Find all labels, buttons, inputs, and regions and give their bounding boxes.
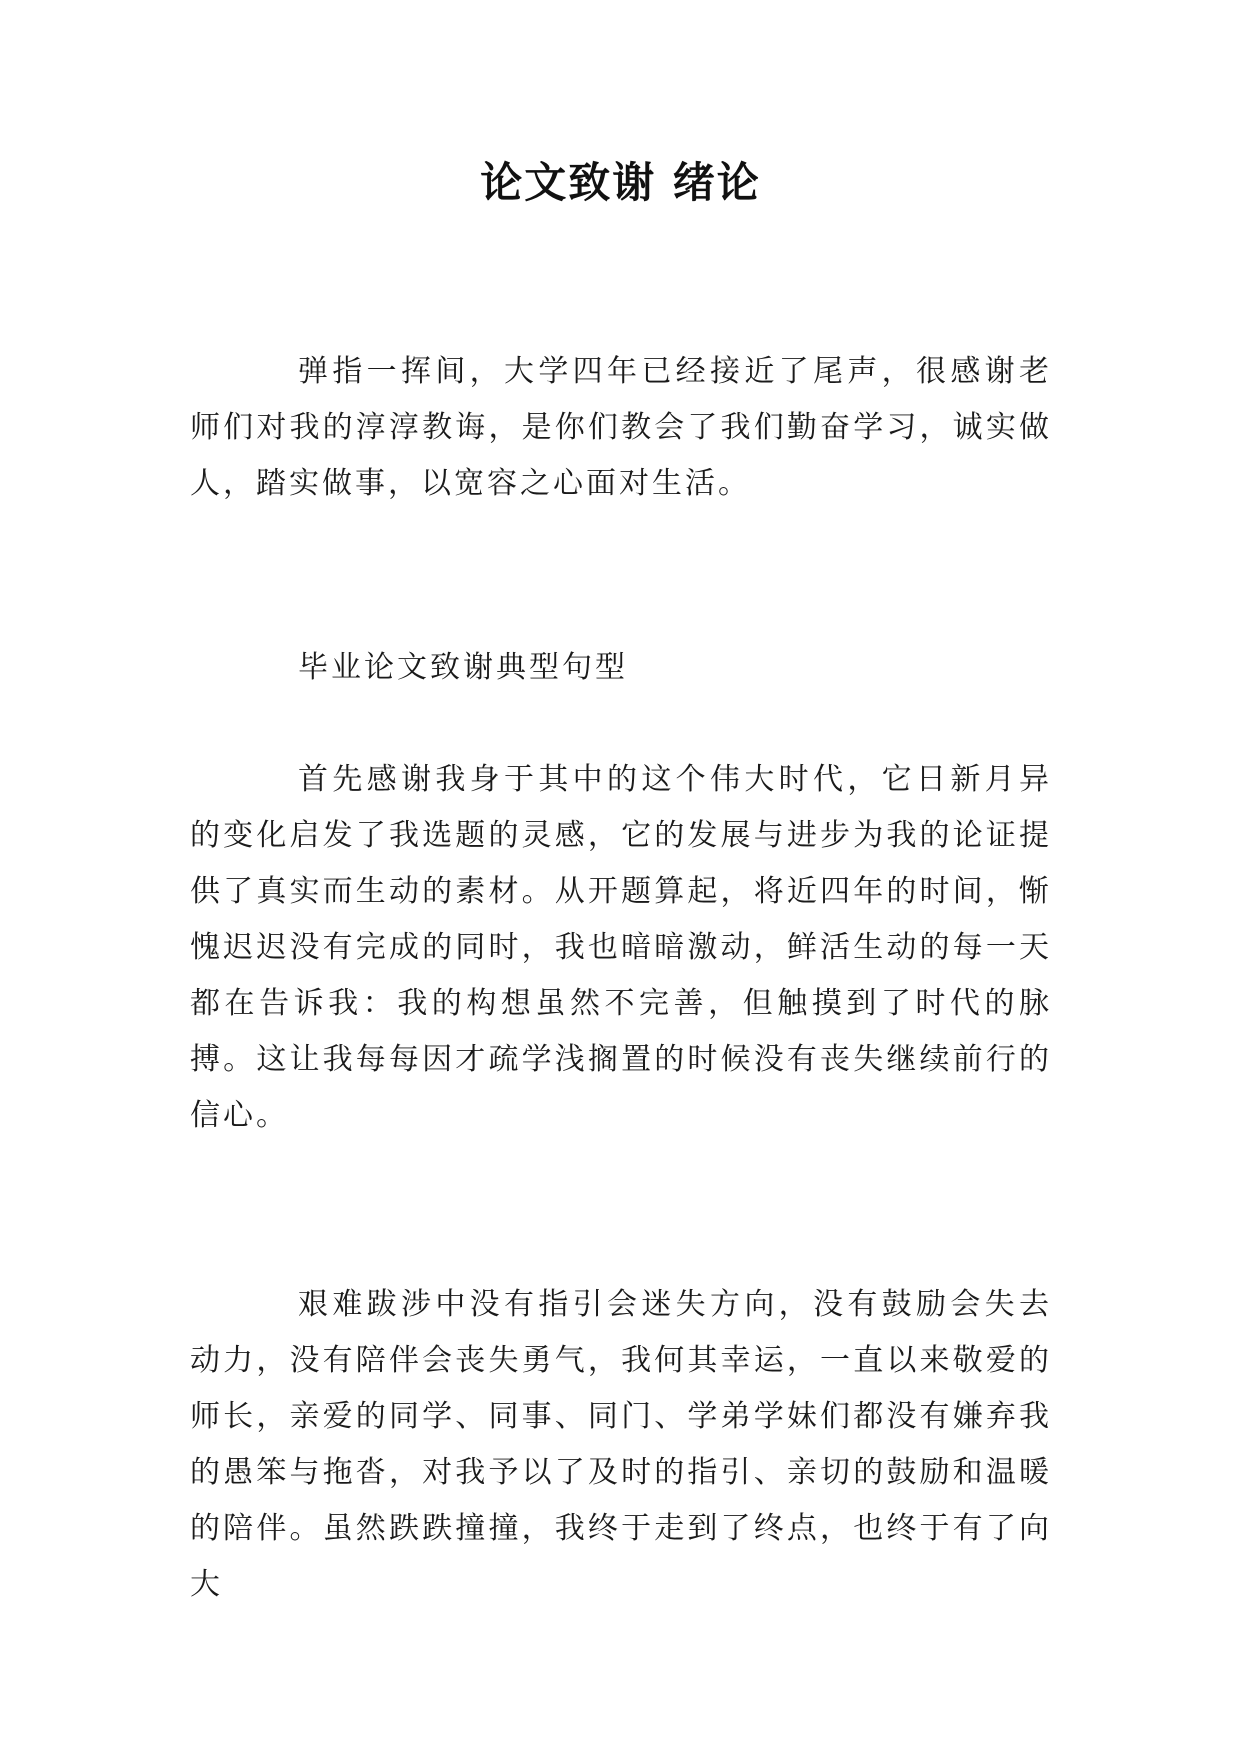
page-title: 论文致谢 绪论 xyxy=(480,158,761,207)
paragraph-thanks-era: 首先感谢我身于其中的这个伟大时代，它日新月异的变化启发了我选题的灵感，它的发展与进步为我的论证提供了真实而生动的素材。从开题算起，将近四年的时间，惭愧迟迟没有完成的同时，我也暗暗激动，鲜活生动的每一天都在告诉我：我的构想虽然不完善，但触摸到了时代的脉搏。这让我每每因才疏学浅搁置的时候没有丧失继续前行的信心。 xyxy=(190,762,1052,1133)
paragraph-thanks-people: 艰难跋涉中没有指引会迷失方向，没有鼓励会失去动力，没有陪伴会丧失勇气，我何其幸运，一直以来敬爱的师长，亲爱的同学、同事、同门、学弟学妹们都没有嫌弃我的愚笨与拖沓，对我予以了及时的指引、亲切的鼓励和温暖的陪伴。虽然跌跌撞撞，我终于走到了终点，也终于有了向大 xyxy=(190,1287,1052,1602)
paragraph-intro: 弹指一挥间，大学四年已经接近了尾声，很感谢老师们对我的淳淳教诲，是你们教会了我们勤奋学习，诚实做人，踏实做事，以宽容之心面对生活。 xyxy=(190,354,1052,501)
section-heading: 毕业论文致谢典型句型 xyxy=(298,650,628,685)
